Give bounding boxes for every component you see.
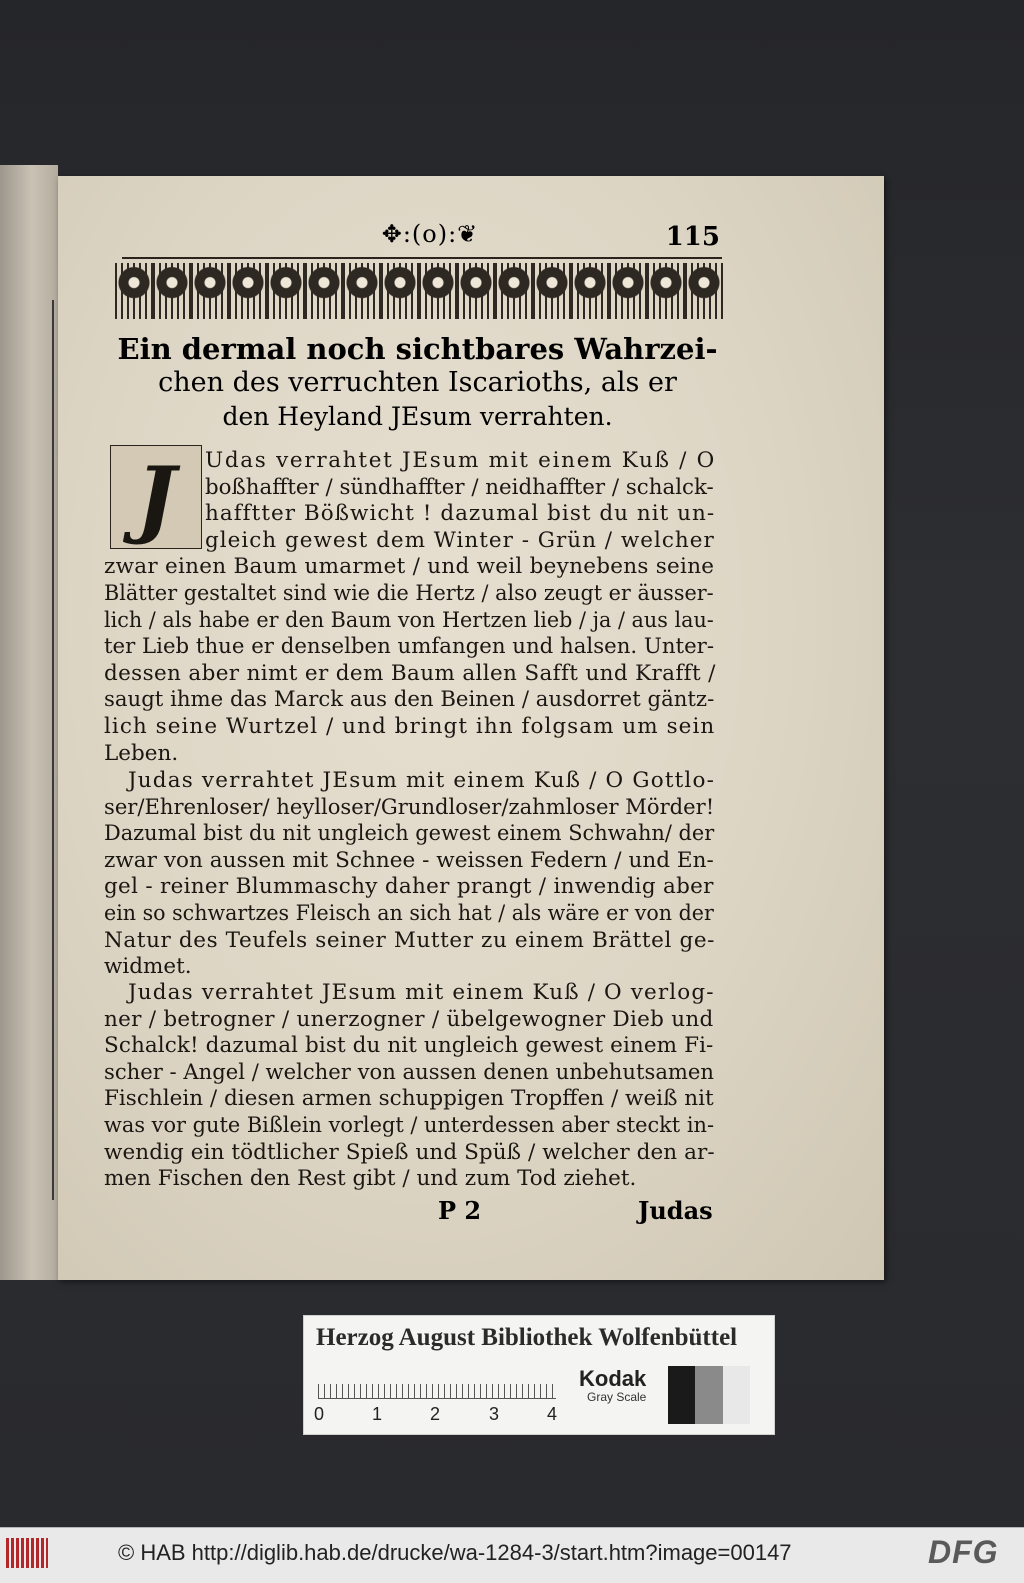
hab-barcode-logo-icon — [6, 1538, 48, 1568]
text-line: zwar von aussen mit Schnee - weissen Federn / und En- — [104, 847, 714, 873]
text-line: Dazumal bist du nit ungleich gewest einem Schwahn/ der — [104, 821, 715, 847]
text-line: ser/Ehrenloser/ heylloser/Grundloser/zahmloser Mörder! — [104, 794, 715, 820]
ruler-number: 2 — [430, 1404, 441, 1424]
text-line: dessen aber nimt er dem Baum allen Safft und Krafft / — [104, 660, 716, 686]
text-line: widmet. — [104, 954, 192, 980]
text-line: ner / betrogner / unerzogner / übelgewogner Dieb und — [104, 1006, 714, 1032]
swatch-white — [723, 1366, 750, 1424]
gray-scale-swatches — [668, 1366, 750, 1424]
header-ornament: ✥:(o):❦ — [381, 220, 479, 248]
text-line: hafftter Bößwicht ! dazumal bist du nit un- — [205, 501, 716, 527]
text-line: scher - Angel / welcher von aussen denen unbehutsamen — [104, 1059, 715, 1085]
decorative-ornament-band — [115, 263, 723, 319]
text-line: Udas verrahtet JEsum mit einem Kuß / O — [205, 448, 716, 473]
text-line: was vor gute Bißlein vorlegt / unterdessen aber steckt in- — [104, 1113, 715, 1138]
text-line: lich seine Wurtzel / und bringt ihn folgsam um sein — [104, 714, 716, 739]
text-line: ein so schwartzes Fleisch an sich hat / als wäre er von der — [104, 901, 714, 926]
text-line: Blätter gestaltet sind wie die Hertz / also zeugt er äusser- — [104, 581, 714, 606]
dfg-logo: DFG — [928, 1534, 999, 1570]
text-line: zwar einen Baum umarmet / und weil beynebens seine — [104, 554, 715, 580]
title-line-1: Ein dermal noch sichtbares Wahrzei- — [117, 332, 718, 366]
text-line: Schalck! dazumal bist du nit ungleich gewest einem Fi- — [104, 1033, 714, 1059]
footer-bar — [0, 1527, 1024, 1583]
text-line: Natur des Teufels seiner Mutter zu einem Brättel ge- — [104, 927, 716, 953]
previous-page-edge — [0, 165, 58, 1280]
text-line: gel - reiner Blummaschy daher prangt / inwendig aber — [104, 874, 714, 900]
text-line: lich / als habe er den Baum von Hertzen lieb / ja / aus lau- — [104, 607, 714, 633]
swatch-gray — [695, 1366, 722, 1424]
text-line: boßhaffter / sündhaffter / neidhaffter / schalck- — [205, 474, 714, 500]
text-line: men Fischen den Rest gibt / und zum Tod ziehet. — [104, 1166, 637, 1192]
text-line: ter Lieb thue er denselben umfangen und halsen. Unter- — [104, 634, 715, 660]
running-head — [120, 220, 720, 254]
text-line: wendig ein tödtlicher Spieß und Spüß / welcher den ar- — [104, 1139, 715, 1165]
ruler-scale — [318, 1366, 556, 1399]
title-line-2: chen des verruchten Iscarioths, als er — [158, 367, 677, 398]
text-line: gleich gewest dem Winter - Grün / welcher — [205, 527, 715, 553]
ruler-number: 4 — [547, 1404, 558, 1424]
gray-scale-label: Gray Scale — [587, 1390, 647, 1404]
color-calibration-card — [303, 1315, 775, 1435]
ruler-number: 0 — [314, 1404, 325, 1424]
text-line: Judas verrahtet JEsum mit einem Kuß / O Gottlo- — [128, 768, 716, 793]
text-line: Fischlein / diesen armen schuppigen Tropffen / weiß nit — [104, 1086, 714, 1112]
drop-initial: J — [110, 445, 202, 549]
title-line-3: den Heyland JEsum verrahten. — [222, 402, 613, 431]
swatch-black — [668, 1366, 695, 1424]
kodak-logo: Kodak — [579, 1366, 647, 1391]
text-line: saugt ihme das Marck aus den Beinen / ausdorret gäntz- — [104, 687, 715, 713]
chapter-title — [110, 332, 725, 434]
ruler-number: 3 — [489, 1404, 500, 1424]
catchword: Judas — [638, 1196, 713, 1225]
signature-mark: P 2 — [438, 1196, 482, 1225]
footer-copyright-link[interactable]: © HAB http://diglib.hab.de/drucke/wa-1284-3/start.htm?image=00147 — [118, 1540, 792, 1565]
page-number: 115 — [665, 222, 720, 252]
text-line: Leben. — [104, 740, 179, 766]
header-rule — [122, 257, 722, 259]
ruler-number: 1 — [372, 1404, 383, 1424]
library-name: Herzog August Bibliothek Wolfenbüttel — [316, 1324, 738, 1351]
text-line: Judas verrahtet JEsum mit einem Kuß / O verlog- — [128, 980, 715, 1005]
page-fold-shadow — [52, 300, 54, 1200]
